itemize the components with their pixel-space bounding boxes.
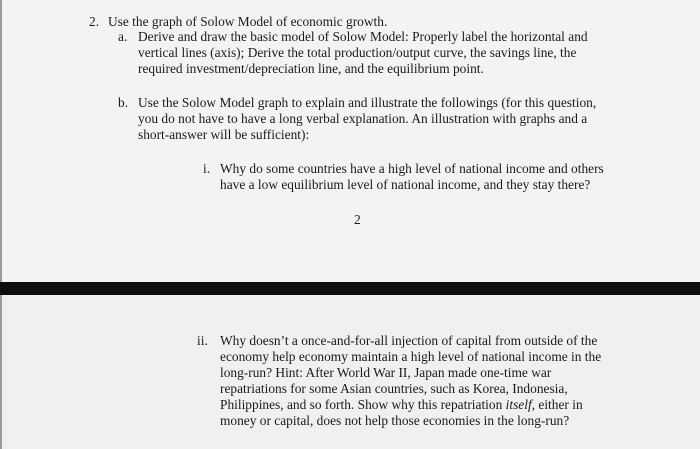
question-intro: Use the graph of Solow Model of economic growth. (108, 14, 388, 29)
sub-ii-emphasis-itself: itself (505, 397, 532, 412)
sub-ii-line-5-tail: , either in (531, 397, 583, 412)
part-a-line-2: vertical lines (axis); Derive the total production/output curve, the savings line, the (138, 45, 577, 60)
sub-ii-line-4: repatriations for some Asian countries, such as Korea, Indonesia, (220, 381, 568, 396)
part-b-label: b. (118, 95, 129, 110)
part-b-line-1: Use the Solow Model graph to explain and illustrate the followings (for this question, (138, 95, 597, 110)
sub-ii-line-2: economy help economy maintain a high level of national income in the (220, 349, 602, 364)
sub-ii-line-1: Why doesn’t a once-and-for-all injection of capital from outside of the (220, 333, 598, 348)
sub-ii-line-3: long-run? Hint: After World War II, Japan made one-time war (220, 365, 552, 380)
sub-i-label: i. (203, 161, 211, 176)
part-b-line-3: short-answer will be sufficient): (138, 127, 310, 142)
sub-ii-line-5-text: Philippines, and so forth. Show why this repatriation (220, 397, 503, 412)
question-number: 2. (89, 14, 100, 29)
sub-i-line-2: have a low equilibrium level of national income, and they stay there? (220, 177, 591, 192)
page-number: 2 (354, 212, 361, 227)
sub-i-line-1: Why do some countries have a high level of national income and others (220, 161, 604, 176)
sub-ii-line-5 (220, 397, 583, 413)
sub-ii-label: ii. (197, 333, 208, 348)
part-a-line-3: required investment/depreciation line, and the equilibrium point. (138, 61, 484, 76)
part-a-label: a. (118, 29, 128, 44)
page-divider (0, 282, 700, 295)
part-b-line-2: you do not have to have a long verbal explanation. An illustration with graphs and a (138, 111, 588, 126)
sub-ii-line-6: money or capital, does not help those economies in the long-run? (220, 413, 570, 428)
part-a-line-1: Derive and draw the basic model of Solow Model: Properly label the horizontal and (138, 29, 588, 44)
